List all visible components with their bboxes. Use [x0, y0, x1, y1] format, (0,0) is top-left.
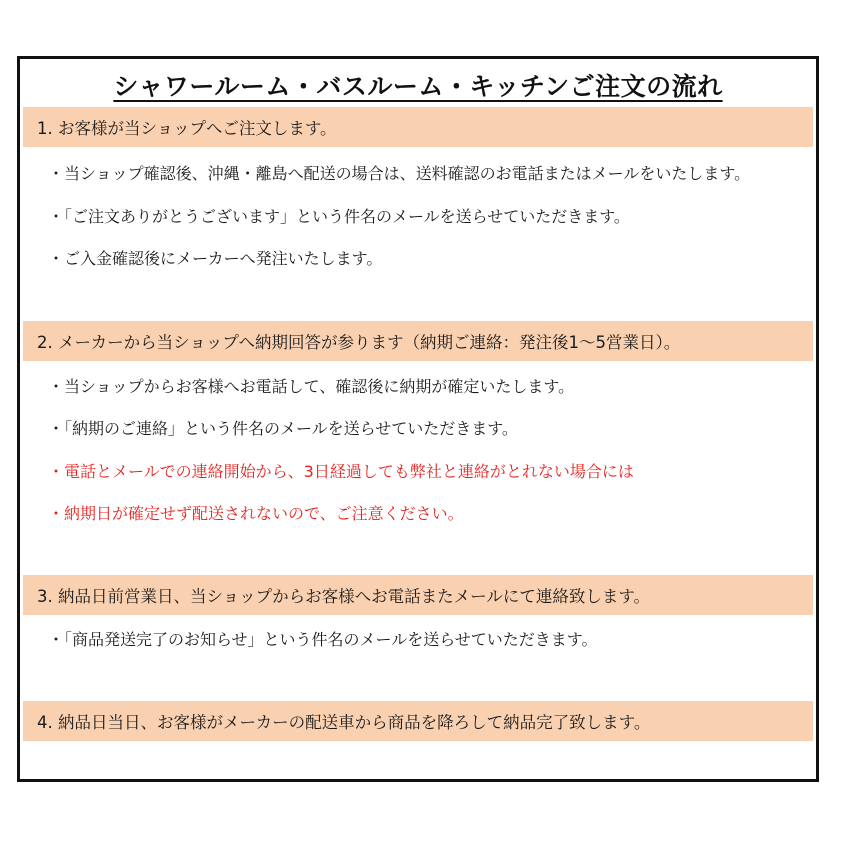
step-1-line-2: ・「ご注文ありがとうございます」という件名のメールを送らせていただきます。: [48, 207, 630, 226]
step-1-line-1: ・当ショップ確認後、沖縄・離島へ配送の場合は、送料確認のお電話またはメールをいたします。: [48, 164, 751, 183]
step-2-heading: 2. メーカーから当ショップへ納期回答が参ります（納期ご連絡：発注後1～5営業日）。: [23, 321, 813, 361]
step-1-heading: 1. お客様が当ショップへご注文します。: [23, 107, 813, 147]
step-1-line-3: ・ご入金確認後にメーカーへ発注いたします。: [48, 249, 383, 268]
order-flow-frame: [17, 56, 819, 782]
step-2-line-2: ・「納期のご連絡」という件名のメールを送らせていただきます。: [48, 419, 518, 438]
step-2-warning-1: ・電話とメールでの連絡開始から、3日経過しても弊社と連絡がとれない場合には: [48, 462, 634, 481]
step-2-warning-2: ・納期日が確定せず配送されないので、ご注意ください。: [48, 504, 464, 523]
step-3-heading: 3. 納品日前営業日、当ショップからお客様へお電話またメールにて連絡致します。: [23, 575, 813, 615]
step-3-line-1: ・「商品発送完了のお知らせ」という件名のメールを送らせていただきます。: [48, 630, 598, 649]
step-2-line-1: ・当ショップからお客様へお電話して、確認後に納期が確定いたします。: [48, 377, 575, 396]
page-title-text: シャワールーム・バスルーム・キッチンご注文の流れ: [113, 72, 723, 101]
page-title: [20, 67, 816, 103]
step-4-heading: 4. 納品日当日、お客様がメーカーの配送車から商品を降ろして納品完了致します。: [23, 701, 813, 741]
